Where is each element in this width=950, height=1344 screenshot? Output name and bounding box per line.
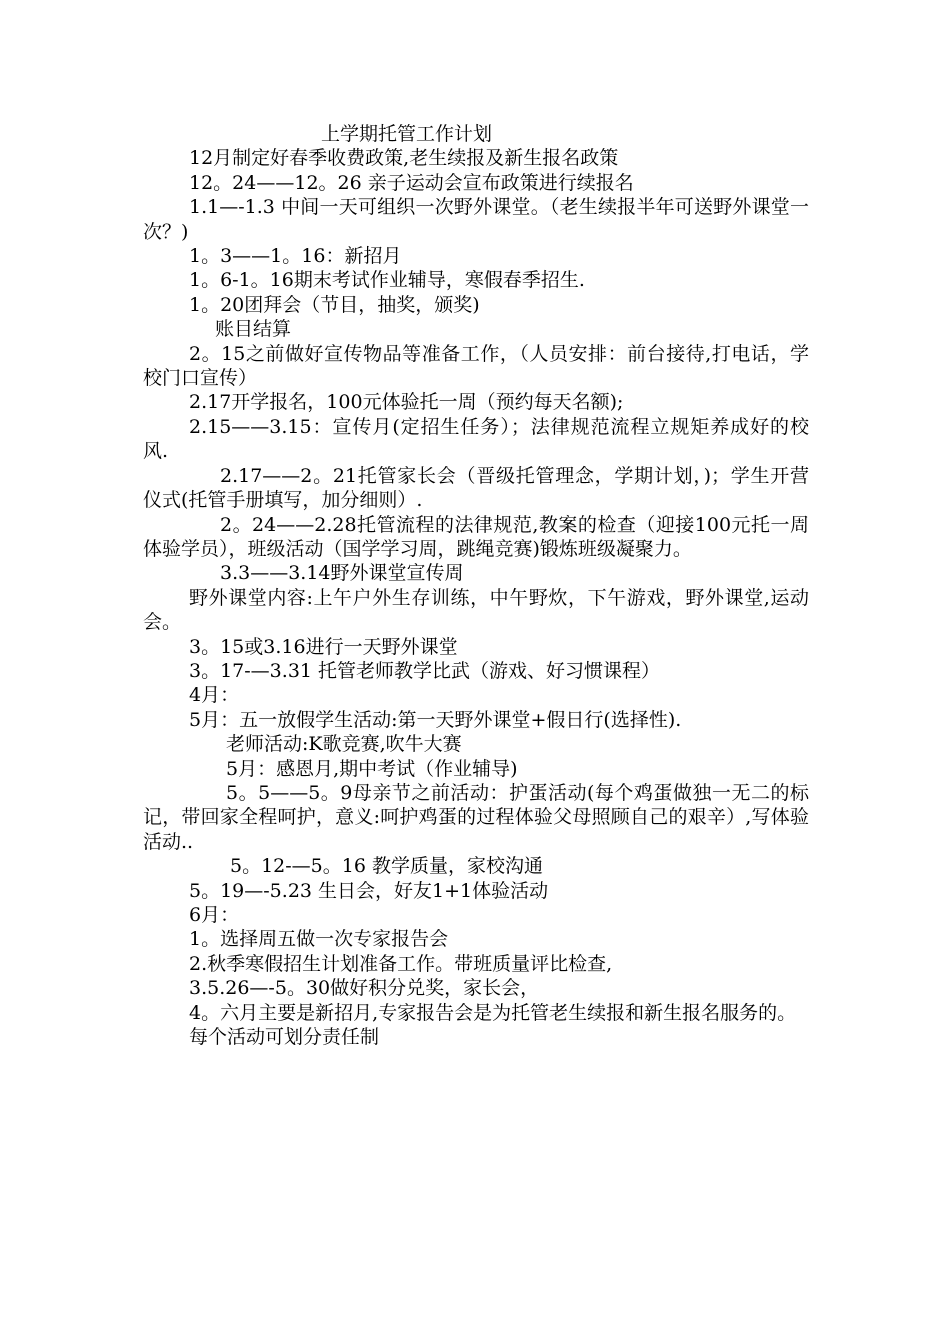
paragraph: 5。5——5。9母亲节之前活动：护蛋活动(每个鸡蛋做独一无二的标记，带回家全程呵护，意义:呵护鸡蛋的过程体验父母照顾自己的艰辛）,写体验活动.. — [143, 781, 809, 853]
paragraph: 2.秋季寒假招生计划准备工作。带班质量评比检查, — [189, 952, 613, 975]
paragraph: 5。19—-5.23 生日会，好友1+1体验活动 — [189, 879, 549, 902]
paragraph: 1。6-1。16期末考试作业辅导，寒假春季招生. — [189, 269, 585, 292]
document-title: 上学期托管工作计划 — [321, 123, 493, 145]
paragraph: 4。六月主要是新招月,专家报告会是为托管老生续报和新生报名服务的。 — [189, 1001, 797, 1024]
document-body — [143, 122, 809, 1049]
paragraph: 2。15之前做好宣传物品等准备工作，（人员安排：前台接待,打电话，学校门口宣传） — [143, 342, 809, 390]
paragraph: 野外课堂内容:上午户外生存训练，中午野炊，下午游戏，野外课堂,运动会。 — [143, 586, 809, 634]
paragraph: 老师活动:K歌竞赛,吹牛大赛 — [226, 733, 462, 756]
paragraph: 4月： — [189, 684, 240, 707]
paragraph: 6月： — [189, 904, 240, 926]
paragraph: 5月：五一放假学生活动:第一天野外课堂+假日行(选择性). — [189, 708, 682, 731]
paragraph: 3.3——3.14野外课堂宣传周 — [220, 562, 464, 585]
paragraph: 1.1—-1.3 中间一天可组织一次野外课堂。（老生续报半年可送野外课堂一次？) — [143, 196, 809, 243]
paragraph: 5。12-—5。16 教学质量，家校沟通 — [230, 855, 543, 878]
paragraph: 5月：感恩月,期中考试（作业辅导) — [226, 757, 518, 780]
paragraph: 12。24——12。26 亲子运动会宣布政策进行续报名 — [189, 171, 634, 194]
paragraph: 每个活动可划分责任制 — [189, 1026, 380, 1049]
paragraph: 1。20团拜会（节目，抽奖，颁奖) — [189, 293, 480, 316]
paragraph: 3。17-—3.31 托管老师教学比武（游戏、好习惯课程） — [189, 659, 661, 682]
paragraph: 2.15——3.15：宣传月(定招生任务）；法律规范流程立规矩养成好的校风. — [143, 415, 809, 463]
paragraph: 2.17开学报名，100元体验托一周（预约每天名额); — [189, 391, 624, 414]
paragraph: 1。选择周五做一次专家报告会 — [189, 928, 449, 951]
paragraph: 3.5.26—-5。30做好积分兑奖，家长会， — [189, 977, 540, 1000]
paragraph: 账目结算 — [215, 318, 292, 341]
paragraph: 1。3——1。16：新招月 — [189, 245, 402, 268]
paragraph: 12月制定好春季收费政策,老生续报及新生报名政策 — [189, 147, 619, 170]
paragraph: 2.17——2。21托管家长会（晋级托管理念，学期计划，)；学生开营仪式(托管手册填写，加分细则）. — [143, 464, 809, 512]
paragraph: 2。24——2.28托管流程的法律规范,教案的检查（迎接100元托一周体验学员），班级活动（国学学习周，跳绳竞赛)锻炼班级凝聚力。 — [143, 513, 809, 560]
paragraph: 3。15或3.16进行一天野外课堂 — [189, 635, 458, 658]
